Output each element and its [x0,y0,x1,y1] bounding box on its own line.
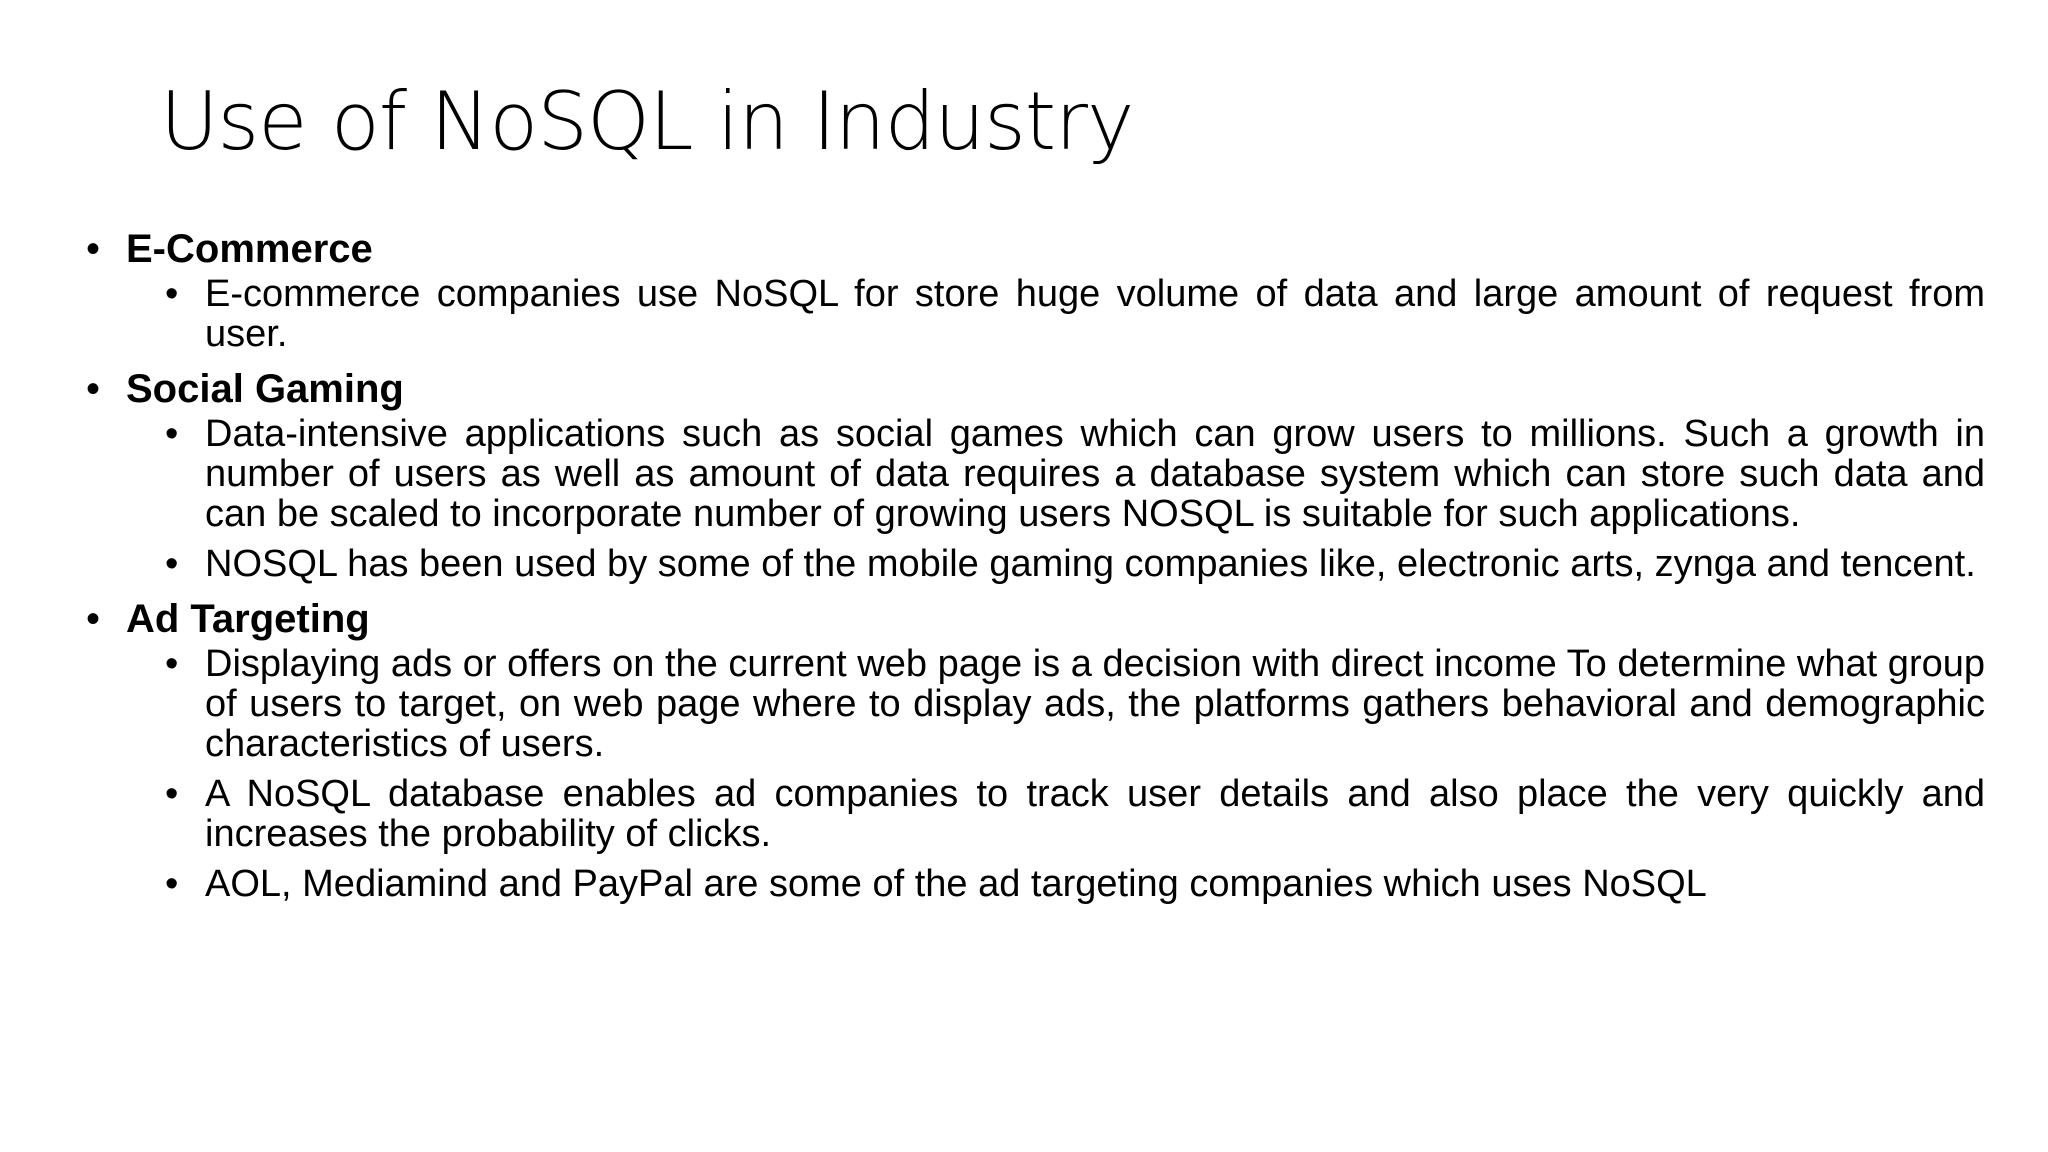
list-item-text: Displaying ads or offers on the current web page is a decision with direct income To determine what group of users to target, on web page where to display ads, the platforms gathers behavioral and demographic characteristics of users. [205,643,1985,765]
section-heading [86,594,1986,644]
list-item [165,414,1985,534]
bullet-icon: • [165,543,179,585]
sub-bullet-list [86,644,1986,904]
list-item [165,774,1985,854]
list-item-text: NOSQL has been used by some of the mobile gaming companies like, electronic arts, zynga and tencent. [205,543,1976,585]
bullet-icon: • [86,227,101,271]
list-item [165,544,1985,584]
bullet-icon: • [165,643,179,685]
bullet-icon: • [165,773,179,815]
section-heading-label: Social Gaming [126,367,404,411]
bullet-icon: • [86,367,101,411]
section-ecommerce [86,224,1986,354]
slide-title: Use of NoSQL in Industry [160,75,1134,168]
list-item-text: A NoSQL database enables ad companies to track user details and also place the very quickly and increases the probability of clicks. [205,773,1985,855]
bullet-icon: • [165,273,179,315]
section-heading-label: E-Commerce [126,227,373,271]
bullet-icon: • [165,863,179,905]
sub-bullet-list [86,414,1986,584]
bullet-icon: • [165,413,179,455]
section-heading [86,364,1986,414]
bullet-icon: • [86,597,101,641]
section-heading-label: Ad Targeting [126,597,370,641]
list-item-text: AOL, Mediamind and PayPal are some of the ad targeting companies which uses NoSQL [205,863,1707,905]
list-item [165,274,1985,354]
slide-content [86,224,1986,914]
list-item [165,644,1985,764]
list-item [165,864,1985,904]
sub-bullet-list [86,274,1986,354]
list-item-text: E-commerce companies use NoSQL for store huge volume of data and large amount of request from user. [205,273,1985,355]
section-ad-targeting [86,594,1986,904]
section-social-gaming [86,364,1986,584]
section-heading [86,224,1986,274]
list-item-text: Data-intensive applications such as social games which can grow users to millions. Such a growth in number of users as well as amount of data requires a database system which can store such data and can be scaled to incorporate number of growing users NOSQL is suitable for such applications. [205,413,1985,535]
